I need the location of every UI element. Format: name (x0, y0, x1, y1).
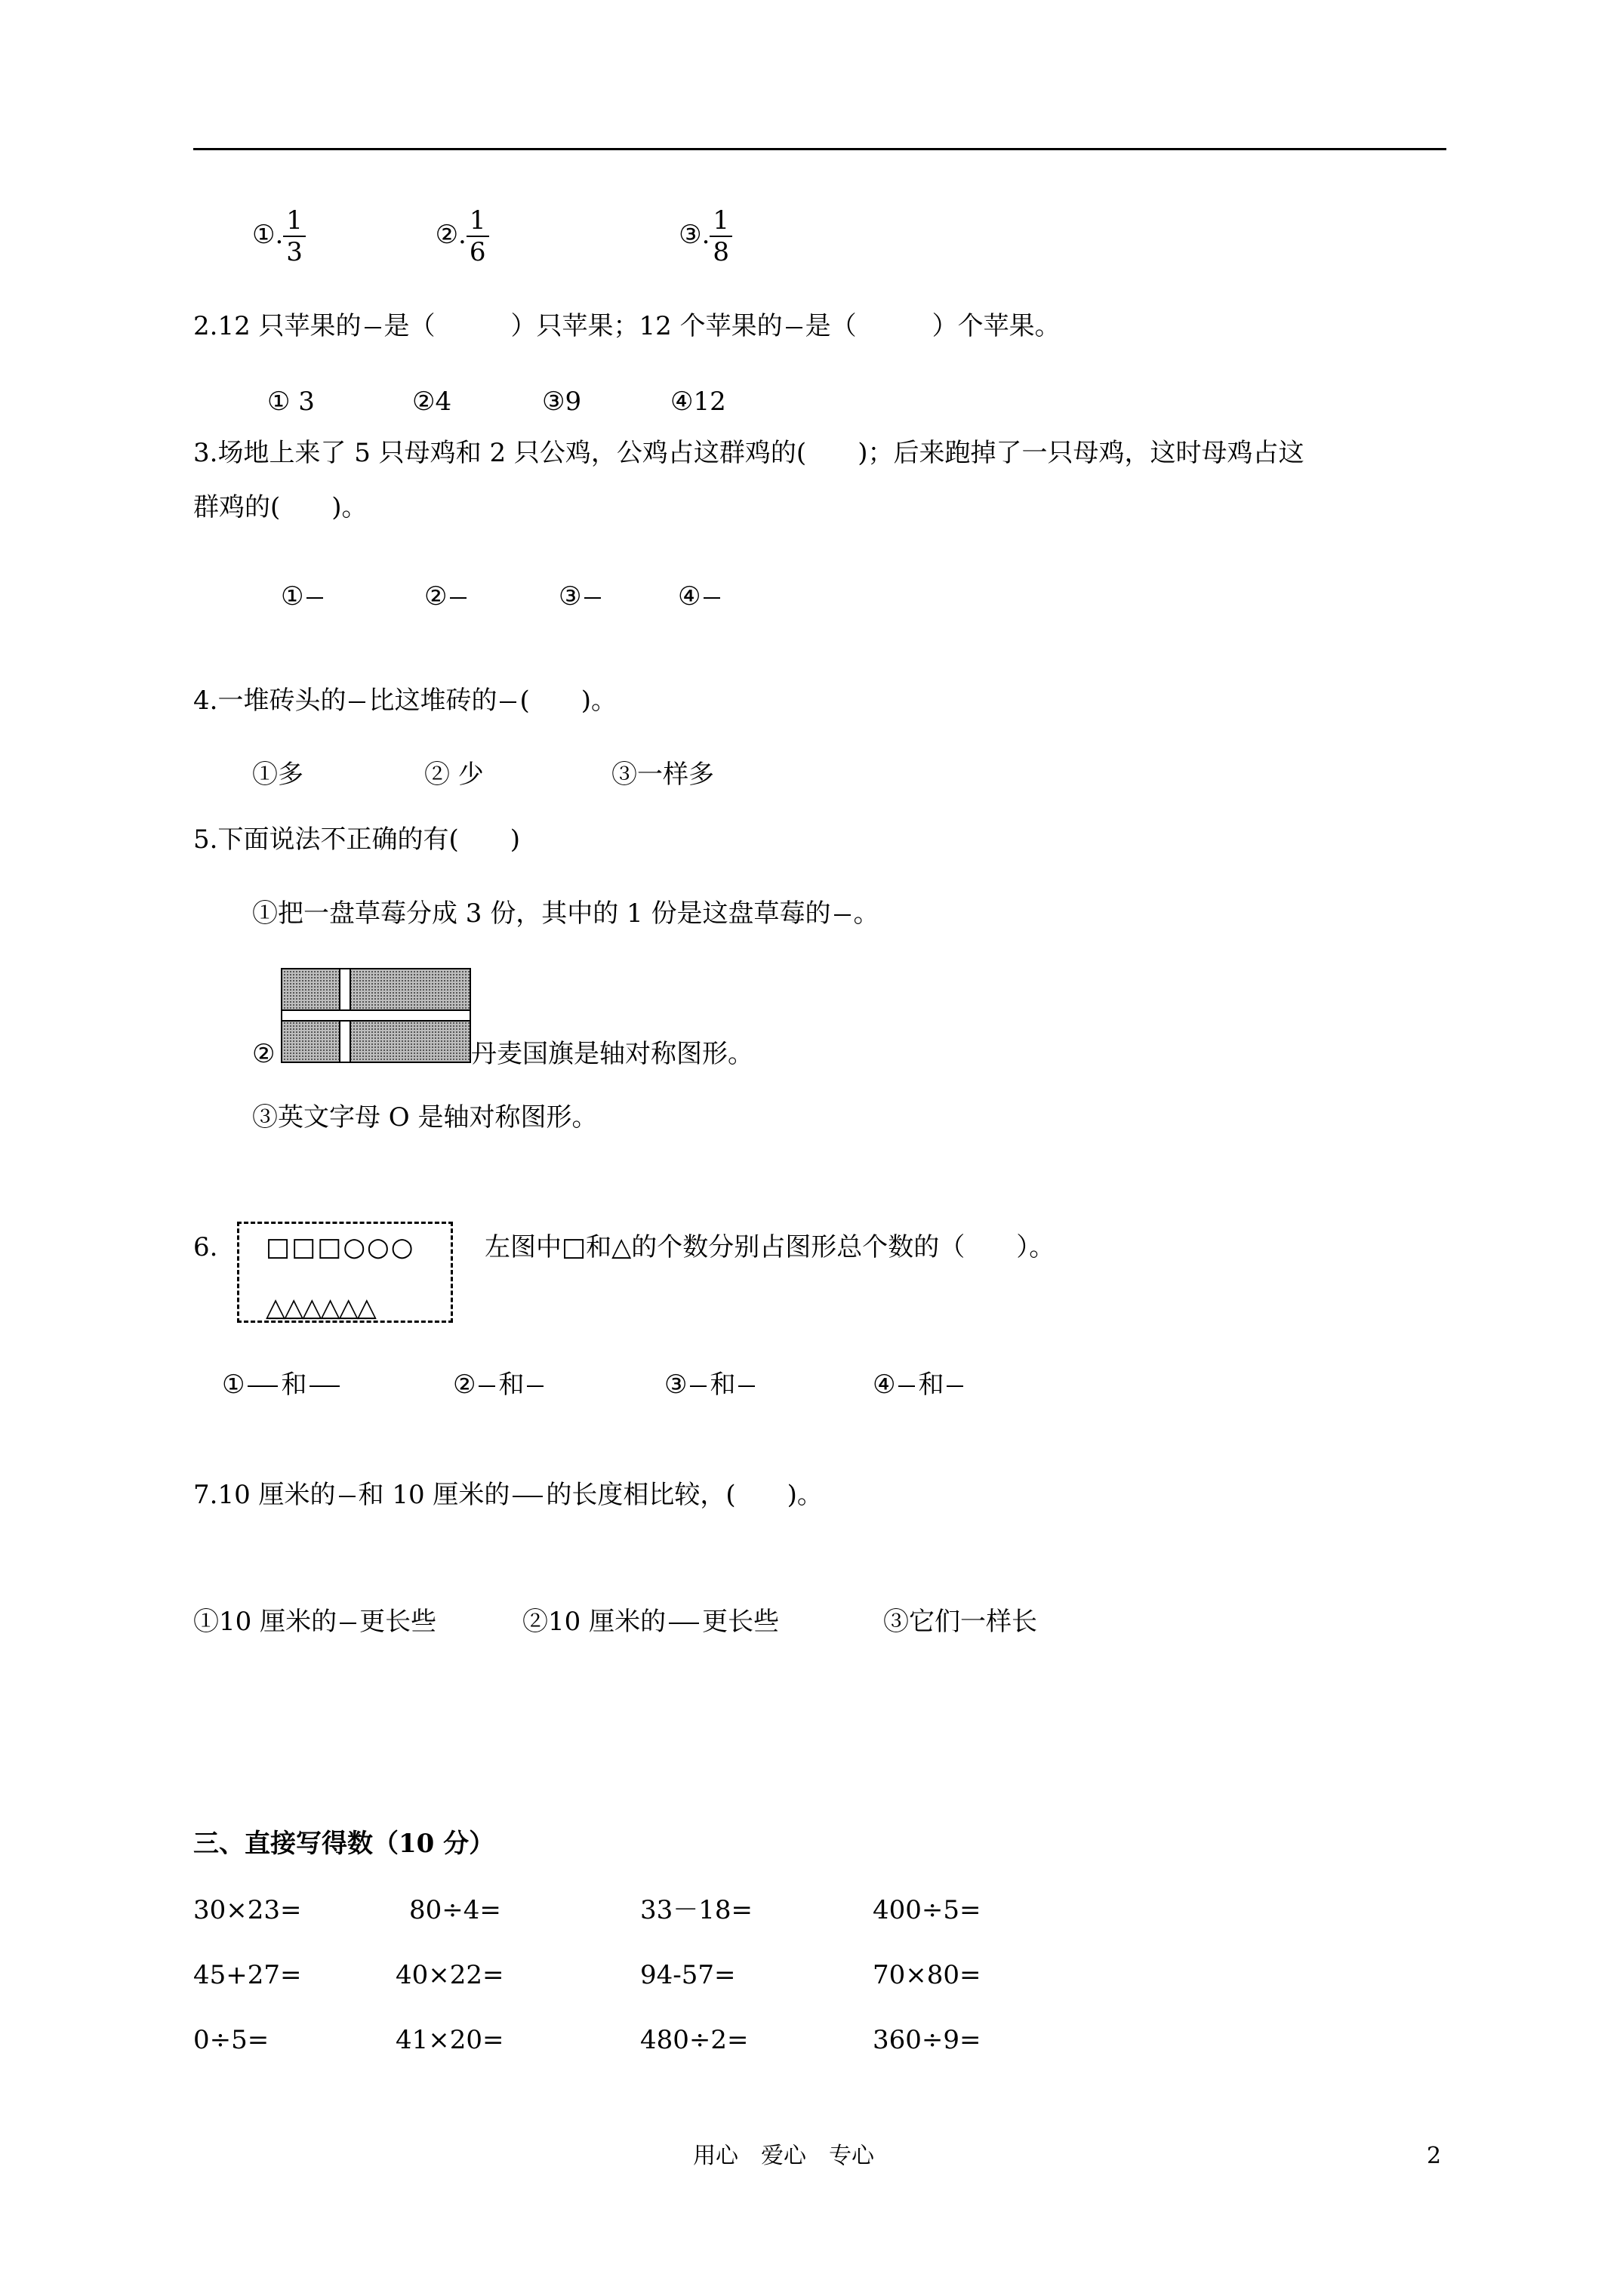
calc-item: 33－18= (640, 1895, 753, 1925)
calc-item: 70×80= (873, 1960, 981, 1990)
q7-option-1: ①10 厘米的 更长些 (193, 1607, 437, 1637)
calc-item: 480÷2= (640, 2025, 749, 2055)
q1-option-3-label: ③. (679, 220, 710, 250)
q6-shapes-bottom: △△△△△△ (266, 1293, 375, 1323)
calc-item: 400÷5= (873, 1895, 981, 1925)
q1-fraction-1: $\frac{1}{3}$ (283, 205, 306, 267)
denmark-flag-icon (281, 968, 471, 1063)
calc-item: 30×23= (193, 1895, 302, 1925)
q6-stem: 左图中□和△的个数分别占图形总个数的（ ）。 (485, 1232, 1055, 1262)
q3-option-3: ③ (559, 580, 604, 613)
fraction-dash (365, 327, 381, 328)
q6-option-2: ② 和 (453, 1368, 547, 1401)
q5-stem: 5.下面说法不正确的有( ) (193, 824, 520, 855)
q5-option-1: ①把一盘草莓分成 3 份，其中的 1 份是这盘草莓的 。 (252, 898, 879, 929)
q6-number: 6. (193, 1232, 218, 1262)
q2-option-3: ③9 (542, 387, 582, 417)
fraction-dash (786, 327, 802, 328)
calc-item: 0÷5= (193, 2025, 269, 2055)
q1-fraction-3: $\frac{1}{8}$ (710, 205, 732, 267)
fraction-dash (834, 914, 851, 916)
q2-option-4: ④12 (670, 387, 726, 417)
q4-option-3: ③一样多 (611, 760, 714, 790)
q3-option-1: ① (281, 580, 326, 613)
q5-option-2-text: 丹麦国旗是轴对称图形。 (471, 1039, 753, 1069)
calc-item: 40×22= (396, 1960, 504, 1990)
q4-stem: 4.一堆砖头的 比这堆砖的 ( )。 (193, 686, 617, 716)
q2-stem: 2.12 只苹果的 是（ ）只苹果；12 个苹果的 是（ ）个苹果。 (193, 311, 1061, 341)
q3-option-4: ④ (678, 580, 723, 613)
q4-option-1: ①多 (252, 760, 303, 790)
footer-text: 用心 爱心 专心 (693, 2143, 874, 2169)
q7-option-2: ②10 厘米的 更长些 (522, 1607, 780, 1637)
header-rule (193, 148, 1446, 150)
q3-stem-line1: 3.场地上来了 5 只母鸡和 2 只公鸡，公鸡占这群鸡的( )；后来跑掉了一只母鸡，这时母鸡占这 (193, 438, 1304, 468)
fraction-dash (349, 701, 365, 703)
calc-item: 41×20= (396, 2025, 504, 2055)
calc-item: 94-57= (640, 1960, 736, 1990)
calc-item: 360÷9= (873, 2025, 981, 2055)
q6-option-1: ① 和 (222, 1368, 343, 1401)
q3-stem-line2: 群鸡的( )。 (193, 492, 368, 522)
q6-option-3: ③ 和 (664, 1368, 758, 1401)
q5-option-3: ③英文字母 O 是轴对称图形。 (252, 1102, 598, 1133)
q4-option-2: ② 少 (424, 760, 484, 790)
q1-option-1-label: ①. (252, 220, 284, 250)
q2-option-1: ① 3 (267, 387, 315, 417)
q7-stem: 7.10 厘米的 和 10 厘米的 的长度相比较，( )。 (193, 1480, 823, 1510)
q1-option-2-label: ②. (435, 220, 467, 250)
q2-option-2: ②4 (412, 387, 452, 417)
calc-item: 45+27= (193, 1960, 302, 1990)
q6-option-4: ④ 和 (873, 1368, 966, 1401)
q6-shapes-top: □□□○○○ (266, 1232, 415, 1262)
q1-options (252, 205, 732, 267)
page-number: 2 (1427, 2143, 1442, 2169)
fraction-dash (500, 701, 516, 703)
q3-option-2: ② (424, 580, 470, 613)
q5-option-2-num: ② (252, 1039, 276, 1069)
q7-option-3: ③它们一样长 (883, 1607, 1037, 1637)
q1-fraction-2: $\frac{1}{6}$ (467, 205, 489, 267)
section-3-title: 三、直接写得数（10 分） (193, 1829, 495, 1859)
calc-item: 80÷4= (409, 1895, 501, 1925)
